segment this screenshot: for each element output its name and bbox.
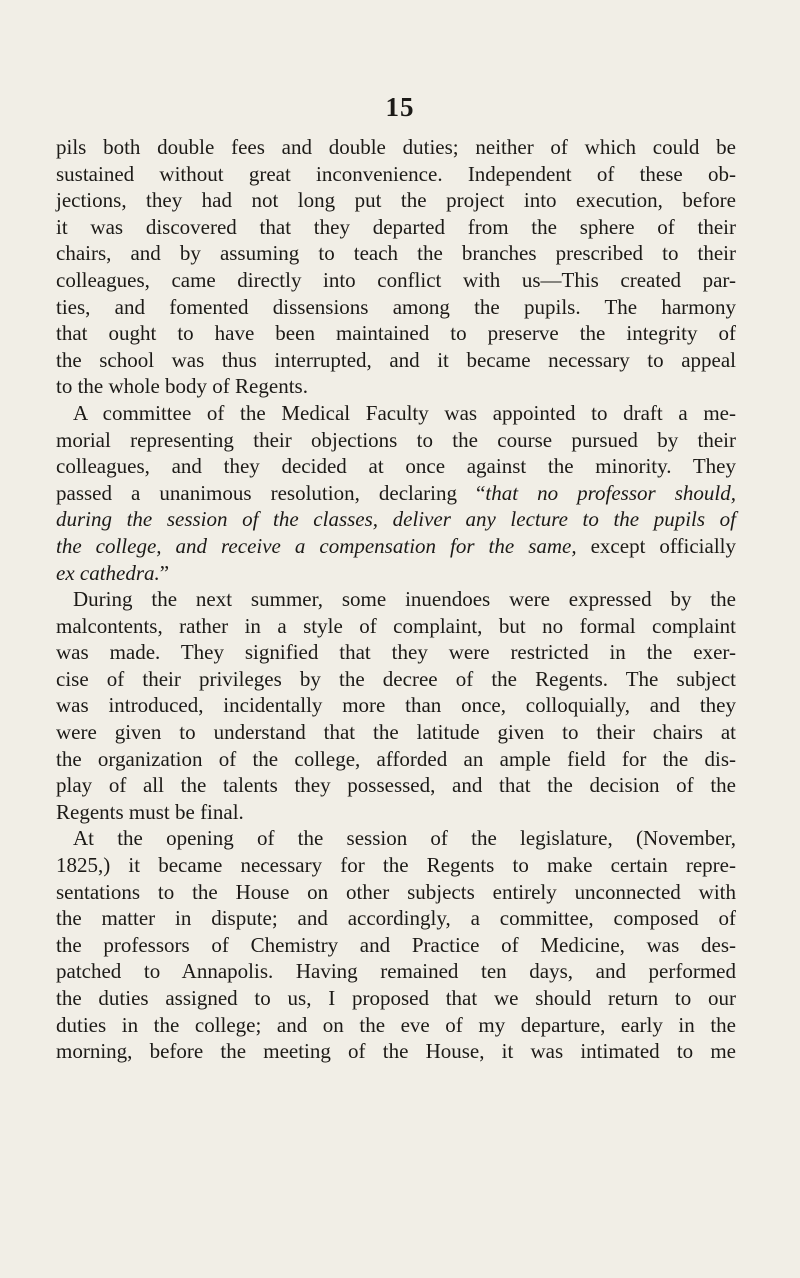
text-line [56, 932, 736, 959]
italic-quote: ex cathedra. [56, 560, 160, 585]
line-text-after: ” [159, 560, 170, 585]
line-text: morning, before the meeting of the House, it was intimated to me [56, 1039, 736, 1064]
body-text [56, 134, 736, 1065]
text-line [56, 480, 736, 507]
text-line [56, 825, 736, 852]
text-line [56, 1012, 736, 1039]
line-text-after: except officially [576, 533, 736, 558]
text-line [56, 214, 736, 241]
text-line [56, 666, 736, 693]
line-text: 1825,) it became necessary for the Regents to make certain repre- [56, 853, 736, 878]
text-line [56, 294, 736, 321]
line-text: to the whole body of Regents. [56, 374, 308, 399]
line-text: ties, and fomented dissensions among the pupils. The harmony [56, 294, 736, 319]
line-text: the duties assigned to us, I proposed that we should return to our [56, 986, 736, 1010]
text-line [56, 692, 736, 719]
text-line [56, 134, 736, 161]
text-line [56, 772, 736, 799]
line-text: was made. They signified that they were restricted in the exer- [56, 640, 736, 665]
line-text: During the next summer, some inuendoes were expressed by the [73, 587, 736, 612]
text-line [56, 799, 736, 826]
line-text: the school was thus interrupted, and it became necessary to appeal [56, 347, 736, 372]
text-line [56, 746, 736, 773]
line-text: patched to Annapolis. Having remained ten days, and performed [56, 959, 736, 984]
text-line [56, 879, 736, 906]
line-text: was introduced, incidentally more than once, colloquially, and they [56, 693, 736, 718]
line-text: that ought to have been maintained to preserve the integrity of [56, 321, 736, 346]
line-text: cise of their privileges by the decree of the Regents. The subject [56, 666, 736, 691]
line-text: At the opening of the session of the legislature, (November, [73, 826, 736, 851]
line-text: were given to understand that the latitude given to their chairs at [56, 720, 736, 745]
line-text: the professors of Chemistry and Practice of Medicine, was des- [56, 932, 736, 957]
line-text: A committee of the Medical Faculty was appointed to draft a me- [73, 400, 736, 425]
italic-quote: during the session of the classes, deliver any lecture to the pupils of [56, 507, 736, 532]
line-text: chairs, and by assuming to teach the branches prescribed to their [56, 241, 736, 266]
line-text: the organization of the college, afforded an ample field for the dis- [56, 746, 736, 771]
text-line [56, 1038, 736, 1065]
line-text: pils both double fees and double duties; neither of which could be [56, 135, 736, 159]
italic-quote: the college, and receive a compensation for the same, [56, 533, 577, 558]
text-line [56, 453, 736, 480]
line-text: duties in the college; and on the eve of my departure, early in the [56, 1012, 736, 1037]
text-line [56, 427, 736, 454]
line-text: sentations to the House on other subjects entirely unconnected with [56, 879, 736, 904]
text-line [56, 958, 736, 985]
text-line [56, 586, 736, 613]
line-text: colleagues, and they decided at once against the minority. They [56, 454, 736, 479]
line-text: sustained without great inconvenience. Independent of these ob- [56, 161, 736, 186]
text-line [56, 400, 736, 427]
text-line [56, 905, 736, 932]
text-line [56, 533, 736, 560]
text-line [56, 161, 736, 188]
line-text: jections, they had not long put the project into execution, before [56, 188, 736, 213]
line-text: play of all the talents they possessed, and that the decision of the [56, 773, 736, 798]
text-line [56, 560, 736, 587]
text-line [56, 187, 736, 214]
text-line [56, 639, 736, 666]
text-line [56, 373, 736, 400]
italic-quote: that no professor should, [485, 480, 736, 505]
text-line [56, 506, 736, 533]
line-text: morial representing their objections to the course pursued by their [56, 427, 736, 452]
text-line [56, 347, 736, 374]
line-text: malcontents, rather in a style of complaint, but no formal complaint [56, 613, 736, 638]
line-text: colleagues, came directly into conflict with us—This created par- [56, 267, 736, 292]
page-number: 15 [385, 92, 415, 122]
line-text: it was discovered that they departed from the sphere of their [56, 214, 736, 239]
line-text: the matter in dispute; and accordingly, a committee, composed of [56, 906, 736, 931]
text-line [56, 320, 736, 347]
text-line [56, 240, 736, 267]
text-line [56, 985, 736, 1012]
line-text: Regents must be final. [56, 799, 244, 824]
line-text: passed a unanimous resolution, declaring “ [56, 480, 486, 505]
text-line [56, 267, 736, 294]
text-line [56, 852, 736, 879]
text-line [56, 613, 736, 640]
text-line [56, 719, 736, 746]
